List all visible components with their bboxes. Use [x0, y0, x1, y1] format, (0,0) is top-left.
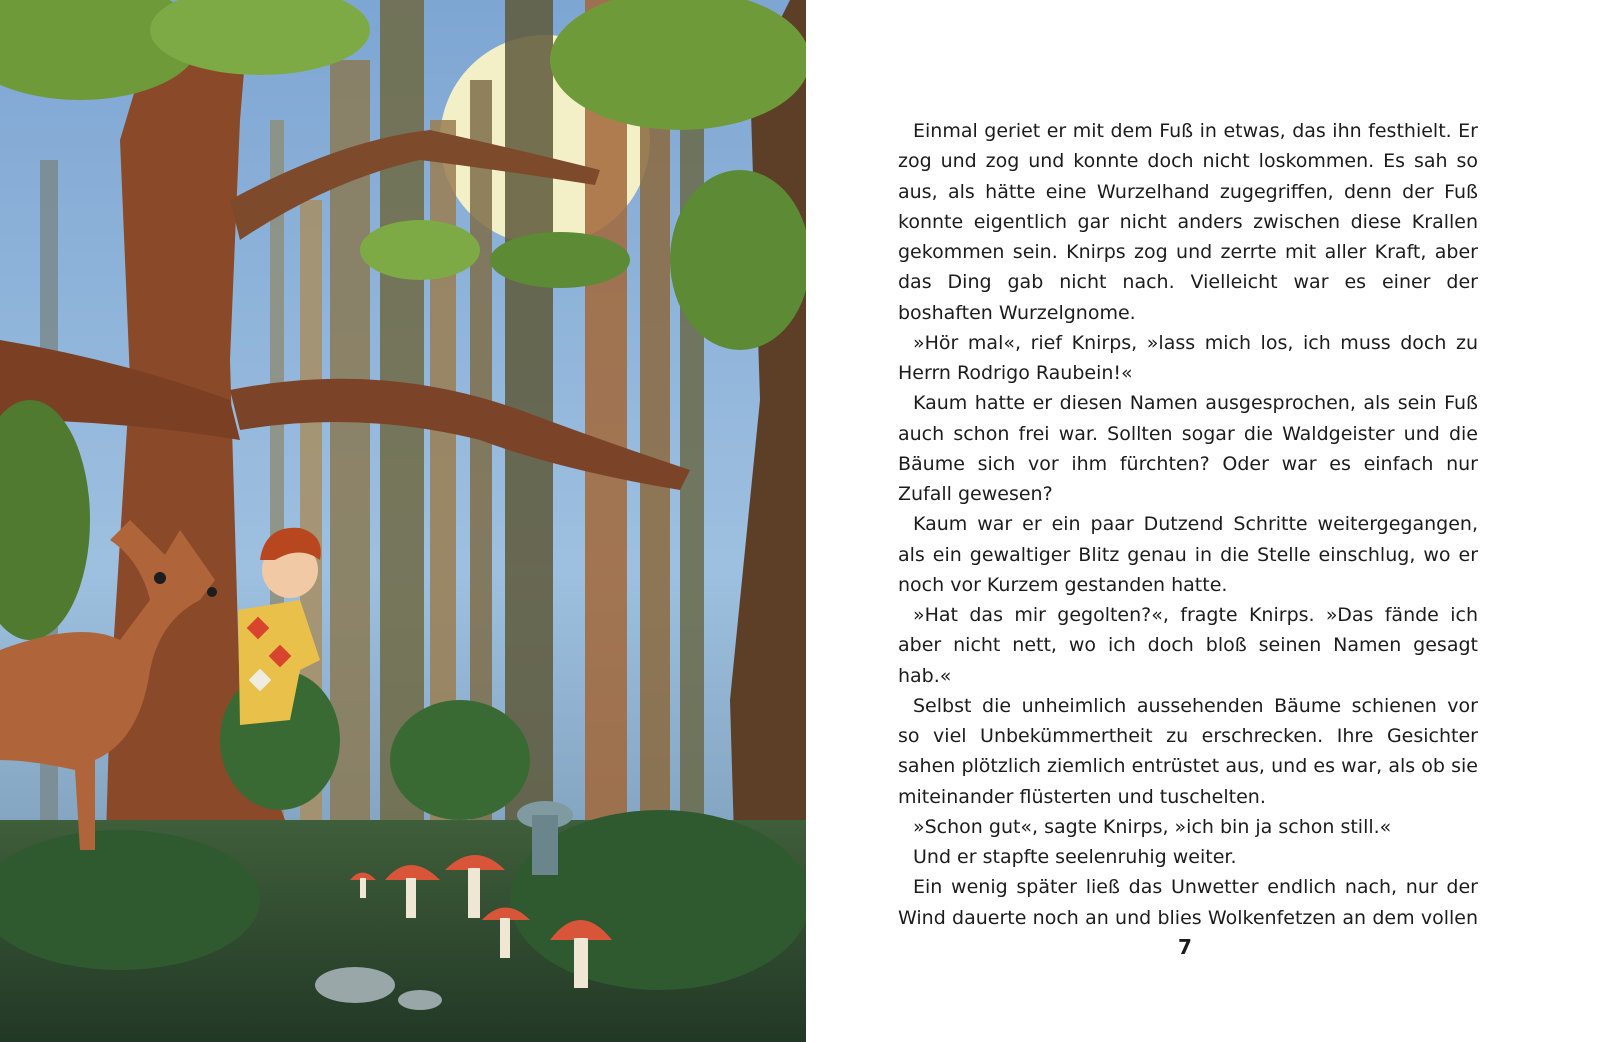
paragraph: Kaum war er ein paar Dutzend Schritte weitergegangen, als ein gewaltiger Blitz genau in die Stelle einschlug, wo er noch vor Kurzem gestanden hatte.	[898, 513, 1478, 596]
paragraph: Einmal geriet er mit dem Fuß in etwas, das ihn festhielt. Er zog und zog und konnte doch nicht loskommen. Es sah so aus, als hätte eine Wurzelhand zugegriffen, denn der Fuß konnte eigentlich gar nicht anders zwischen diese Krallen gekommen sein. Knirps zog und zerrte mit aller Kraft, aber das Ding gab nicht nach. Vielleicht war es einer der boshaften Wurzelgnome.	[898, 120, 1478, 324]
paragraph: »Schon gut«, sagte Knirps, »ich bin ja schon still.«	[913, 815, 1392, 838]
page-number: 7	[1178, 935, 1192, 959]
story-text	[898, 116, 1478, 933]
paragraph: »Hör mal«, rief Knirps, »lass mich los, ich muss doch zu Herrn Rodrigo Raubein!«	[898, 331, 1478, 384]
text-page	[806, 0, 1600, 1042]
paragraph: »Hat das mir gegolten?«, fragte Knirps. »Das fände ich aber nicht nett, wo ich doch bloß seinen Namen gesagt hab.«	[898, 604, 1478, 687]
paragraph: Ein wenig später ließ das Unwetter endlich nach, nur der Wind dauerte noch an und blies Wolkenfetzen an dem vollen	[898, 876, 1478, 929]
paragraph: Selbst die unheimlich aussehenden Bäume schienen vor so viel Unbekümmertheit zu erschrecken. Ihre Gesichter sahen plötzlich ziemlich entrüstet aus, und es war, als ob sie miteinander flüsterten und tuschelten.	[898, 694, 1478, 808]
paragraph: Kaum hatte er diesen Namen ausgesprochen, als sein Fuß auch schon frei war. Sollten sogar die Waldgeister und die Bäume sich vor ihm fürchten? Oder war es einfach nur Zufall gewesen?	[898, 392, 1478, 505]
paragraph: Und er stapfte seelenruhig weiter.	[913, 846, 1237, 868]
